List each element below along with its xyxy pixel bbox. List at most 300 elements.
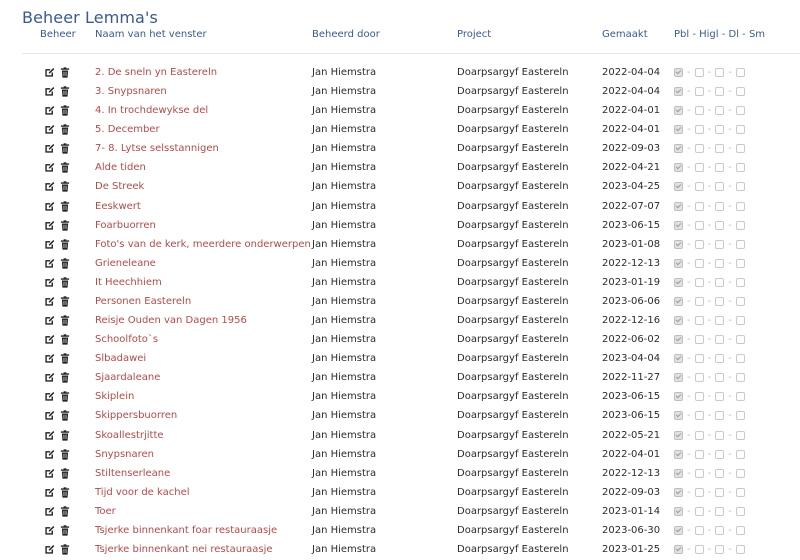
flag-separator: - bbox=[728, 105, 732, 117]
flag-pbl-checkbox[interactable] bbox=[674, 182, 683, 191]
flag-separator: - bbox=[707, 315, 712, 327]
lemma-name-link[interactable]: Sjaardaleane bbox=[95, 372, 161, 384]
flag-higl-checkbox[interactable] bbox=[695, 526, 704, 535]
flag-separator: - bbox=[728, 67, 732, 78]
trash-icon[interactable] bbox=[60, 277, 70, 291]
flag-dl-checkbox[interactable] bbox=[715, 221, 724, 230]
flag-sm-checkbox[interactable] bbox=[736, 182, 745, 191]
managed-by: Jan Hiemstra bbox=[312, 257, 377, 269]
flag-checkboxes bbox=[674, 67, 745, 78]
flag-dl-checkbox[interactable] bbox=[715, 354, 724, 363]
flag-checkboxes bbox=[674, 544, 745, 555]
project-name: Doarpsargyf Eastereln bbox=[457, 372, 569, 384]
flag-pbl-checkbox[interactable] bbox=[674, 278, 683, 287]
flag-higl-checkbox[interactable] bbox=[695, 125, 704, 134]
edit-icon[interactable] bbox=[44, 277, 55, 291]
flag-pbl-checkbox[interactable] bbox=[674, 392, 683, 401]
flag-pbl-checkbox[interactable] bbox=[674, 144, 683, 153]
flag-dl-checkbox[interactable] bbox=[715, 106, 724, 115]
trash-icon[interactable] bbox=[60, 449, 70, 463]
flag-higl-checkbox[interactable] bbox=[695, 488, 704, 497]
row-actions bbox=[44, 544, 70, 558]
flag-pbl-checkbox[interactable] bbox=[674, 373, 683, 382]
flag-sm-checkbox[interactable] bbox=[736, 125, 745, 134]
project-name: Doarpsargyf Eastereln bbox=[457, 486, 569, 498]
project-name: Doarpsargyf Eastereln bbox=[457, 162, 569, 174]
table-row bbox=[0, 541, 800, 560]
flag-checkboxes bbox=[674, 525, 745, 536]
trash-icon[interactable] bbox=[60, 86, 70, 100]
flag-dl-checkbox[interactable] bbox=[715, 87, 724, 96]
flag-separator: - bbox=[728, 181, 732, 193]
flag-checkboxes bbox=[674, 391, 745, 402]
lemma-name-link[interactable]: Snypsnaren bbox=[95, 448, 155, 460]
flag-higl-checkbox[interactable] bbox=[695, 202, 704, 211]
flag-separator: - bbox=[728, 524, 732, 536]
flag-separator: - bbox=[707, 238, 712, 250]
flag-sm-checkbox[interactable] bbox=[736, 469, 745, 478]
edit-icon[interactable] bbox=[44, 391, 55, 405]
flag-dl-checkbox[interactable] bbox=[715, 488, 724, 497]
created-date: 2022-11-27 bbox=[602, 372, 661, 384]
flag-separator: - bbox=[707, 467, 712, 479]
created-date: 2023-06-30 bbox=[602, 524, 661, 536]
flag-higl-checkbox[interactable] bbox=[695, 278, 704, 287]
trash-icon[interactable] bbox=[60, 544, 70, 558]
edit-icon[interactable] bbox=[44, 315, 55, 329]
flag-dl-checkbox[interactable] bbox=[715, 469, 724, 478]
flag-separator: - bbox=[707, 276, 712, 288]
edit-icon[interactable] bbox=[44, 449, 55, 463]
project-name: Doarpsargyf Eastereln bbox=[457, 238, 569, 250]
managed-by: Jan Hiemstra bbox=[312, 219, 377, 231]
flag-dl-checkbox[interactable] bbox=[715, 259, 724, 268]
flag-checkboxes bbox=[674, 315, 745, 326]
col-header-project[interactable]: Project bbox=[457, 29, 492, 40]
flag-separator: - bbox=[728, 372, 732, 384]
flag-sm-checkbox[interactable] bbox=[736, 87, 745, 96]
flag-separator: - bbox=[728, 544, 732, 555]
flag-higl-checkbox[interactable] bbox=[695, 240, 704, 249]
flag-higl-checkbox[interactable] bbox=[695, 221, 704, 230]
flag-sm-checkbox[interactable] bbox=[736, 431, 745, 440]
trash-icon[interactable] bbox=[60, 487, 70, 501]
lemma-name-link[interactable]: 4. In trochdewykse del bbox=[95, 105, 209, 117]
flag-separator: - bbox=[687, 200, 691, 212]
flag-dl-checkbox[interactable] bbox=[715, 507, 724, 516]
lemma-name-link[interactable]: 7- 8. Lytse selsstannigen bbox=[95, 143, 219, 155]
col-header-naam[interactable]: Naam van het venster bbox=[95, 29, 207, 40]
flag-higl-checkbox[interactable] bbox=[695, 392, 704, 401]
project-name: Doarpsargyf Eastereln bbox=[457, 524, 569, 536]
flag-higl-checkbox[interactable] bbox=[695, 354, 704, 363]
table-row bbox=[0, 484, 800, 503]
lemma-name-link[interactable]: Toer bbox=[95, 505, 116, 517]
managed-by: Jan Hiemstra bbox=[312, 315, 377, 327]
flag-sm-checkbox[interactable] bbox=[736, 202, 745, 211]
flag-pbl-checkbox[interactable] bbox=[674, 106, 683, 115]
flag-dl-checkbox[interactable] bbox=[715, 202, 724, 211]
flag-separator: - bbox=[707, 448, 712, 460]
managed-by: Jan Hiemstra bbox=[312, 238, 377, 250]
flag-dl-checkbox[interactable] bbox=[715, 373, 724, 382]
row-actions bbox=[44, 239, 70, 253]
trash-icon[interactable] bbox=[60, 410, 70, 424]
flag-separator: - bbox=[707, 429, 712, 441]
trash-icon[interactable] bbox=[60, 430, 70, 444]
created-date: 2023-01-19 bbox=[602, 276, 661, 288]
flag-checkboxes bbox=[674, 277, 745, 288]
edit-icon[interactable] bbox=[44, 410, 55, 424]
lemma-name-link[interactable]: Schoolfoto`s bbox=[95, 334, 159, 346]
created-date: 2022-05-21 bbox=[602, 429, 661, 441]
lemma-name-link[interactable]: Tijd voor de kachel bbox=[95, 486, 190, 498]
flag-sm-checkbox[interactable] bbox=[736, 106, 745, 115]
flag-higl-checkbox[interactable] bbox=[695, 297, 704, 306]
edit-icon[interactable] bbox=[44, 334, 55, 348]
flag-sm-checkbox[interactable] bbox=[736, 335, 745, 344]
flag-pbl-checkbox[interactable] bbox=[674, 87, 683, 96]
flag-dl-checkbox[interactable] bbox=[715, 68, 724, 77]
flag-separator: - bbox=[707, 544, 712, 555]
trash-icon[interactable] bbox=[60, 296, 70, 310]
flag-sm-checkbox[interactable] bbox=[736, 526, 745, 535]
created-date: 2023-06-06 bbox=[602, 295, 661, 307]
flag-higl-checkbox[interactable] bbox=[695, 469, 704, 478]
project-name: Doarpsargyf Eastereln bbox=[457, 505, 569, 517]
flag-higl-checkbox[interactable] bbox=[695, 259, 704, 268]
flag-separator: - bbox=[728, 486, 732, 498]
flag-higl-checkbox[interactable] bbox=[695, 68, 704, 77]
lemma-name-link[interactable]: Stiltenserleane bbox=[95, 467, 171, 479]
trash-icon[interactable] bbox=[60, 201, 70, 215]
flag-separator: - bbox=[707, 181, 712, 193]
row-actions bbox=[44, 143, 70, 157]
flag-higl-checkbox[interactable] bbox=[695, 507, 704, 516]
flag-separator: - bbox=[687, 429, 691, 441]
edit-icon[interactable] bbox=[44, 201, 55, 215]
flag-separator: - bbox=[728, 295, 732, 307]
flag-pbl-checkbox[interactable] bbox=[674, 507, 683, 516]
flag-separator: - bbox=[707, 162, 712, 174]
flag-dl-checkbox[interactable] bbox=[715, 335, 724, 344]
edit-icon[interactable] bbox=[44, 181, 55, 195]
flag-higl-checkbox[interactable] bbox=[695, 106, 704, 115]
flag-separator: - bbox=[687, 276, 691, 288]
trash-icon[interactable] bbox=[60, 105, 70, 119]
edit-icon[interactable] bbox=[44, 143, 55, 157]
flag-sm-checkbox[interactable] bbox=[736, 278, 745, 287]
flag-separator: - bbox=[687, 219, 691, 231]
edit-icon[interactable] bbox=[44, 105, 55, 119]
flag-dl-checkbox[interactable] bbox=[715, 526, 724, 535]
flag-separator: - bbox=[707, 200, 712, 212]
project-name: Doarpsargyf Eastereln bbox=[457, 67, 569, 78]
project-name: Doarpsargyf Eastereln bbox=[457, 391, 569, 403]
flag-separator: - bbox=[728, 86, 732, 98]
project-name: Doarpsargyf Eastereln bbox=[457, 353, 569, 365]
table-row bbox=[0, 465, 800, 484]
flag-sm-checkbox[interactable] bbox=[736, 450, 745, 459]
flag-sm-checkbox[interactable] bbox=[736, 163, 745, 172]
flag-separator: - bbox=[728, 429, 732, 441]
row-actions bbox=[44, 86, 70, 100]
flag-checkboxes bbox=[674, 105, 745, 116]
flag-pbl-checkbox[interactable] bbox=[674, 125, 683, 134]
flag-checkboxes bbox=[674, 468, 745, 479]
flag-pbl-checkbox[interactable] bbox=[674, 259, 683, 268]
lemma-name-link[interactable]: Foarbuorren bbox=[95, 219, 156, 231]
flag-checkboxes bbox=[674, 239, 745, 250]
edit-icon[interactable] bbox=[44, 124, 55, 138]
managed-by: Jan Hiemstra bbox=[312, 86, 377, 98]
flag-dl-checkbox[interactable] bbox=[715, 316, 724, 325]
flag-pbl-checkbox[interactable] bbox=[674, 411, 683, 420]
row-actions bbox=[44, 334, 70, 348]
flag-sm-checkbox[interactable] bbox=[736, 240, 745, 249]
edit-icon[interactable] bbox=[44, 296, 55, 310]
flag-pbl-checkbox[interactable] bbox=[674, 450, 683, 459]
flag-separator: - bbox=[707, 524, 712, 536]
flag-checkboxes bbox=[674, 220, 745, 231]
flag-higl-checkbox[interactable] bbox=[695, 411, 704, 420]
lemma-name-link[interactable]: Foto's van de kerk, meerdere onderwerpen bbox=[95, 238, 311, 250]
header-divider bbox=[22, 53, 800, 54]
managed-by: Jan Hiemstra bbox=[312, 143, 377, 155]
flag-checkboxes bbox=[674, 410, 745, 421]
trash-icon[interactable] bbox=[60, 220, 70, 234]
trash-icon[interactable] bbox=[60, 468, 70, 482]
flag-sm-checkbox[interactable] bbox=[736, 373, 745, 382]
flag-higl-checkbox[interactable] bbox=[695, 144, 704, 153]
flag-pbl-checkbox[interactable] bbox=[674, 68, 683, 77]
flag-higl-checkbox[interactable] bbox=[695, 182, 704, 191]
trash-icon[interactable] bbox=[60, 353, 70, 367]
flag-checkboxes bbox=[674, 86, 745, 97]
flag-separator: - bbox=[687, 486, 691, 498]
flag-dl-checkbox[interactable] bbox=[715, 144, 724, 153]
flag-sm-checkbox[interactable] bbox=[736, 507, 745, 516]
managed-by: Jan Hiemstra bbox=[312, 410, 377, 422]
managed-by: Jan Hiemstra bbox=[312, 524, 377, 536]
flag-separator: - bbox=[687, 295, 691, 307]
col-header-beheerd-door[interactable]: Beheerd door bbox=[312, 29, 380, 40]
created-date: 2022-07-07 bbox=[602, 200, 661, 212]
edit-icon[interactable] bbox=[44, 487, 55, 501]
flag-dl-checkbox[interactable] bbox=[715, 240, 724, 249]
flag-sm-checkbox[interactable] bbox=[736, 144, 745, 153]
trash-icon[interactable] bbox=[60, 391, 70, 405]
flag-dl-checkbox[interactable] bbox=[715, 431, 724, 440]
lemma-name-link[interactable]: It Heechhiem bbox=[95, 276, 162, 288]
trash-icon[interactable] bbox=[60, 67, 70, 81]
flag-dl-checkbox[interactable] bbox=[715, 297, 724, 306]
managed-by: Jan Hiemstra bbox=[312, 105, 377, 117]
table-row bbox=[0, 178, 800, 197]
flag-dl-checkbox[interactable] bbox=[715, 411, 724, 420]
edit-icon[interactable] bbox=[44, 372, 55, 386]
trash-icon[interactable] bbox=[60, 506, 70, 520]
flag-pbl-checkbox[interactable] bbox=[674, 354, 683, 363]
trash-icon[interactable] bbox=[60, 525, 70, 539]
flag-higl-checkbox[interactable] bbox=[695, 335, 704, 344]
edit-icon[interactable] bbox=[44, 239, 55, 253]
flag-pbl-checkbox[interactable] bbox=[674, 221, 683, 230]
flag-separator: - bbox=[687, 467, 691, 479]
edit-icon[interactable] bbox=[44, 86, 55, 100]
trash-icon[interactable] bbox=[60, 124, 70, 138]
trash-icon[interactable] bbox=[60, 334, 70, 348]
flag-dl-checkbox[interactable] bbox=[715, 125, 724, 134]
row-actions bbox=[44, 468, 70, 482]
managed-by: Jan Hiemstra bbox=[312, 505, 377, 517]
flag-sm-checkbox[interactable] bbox=[736, 221, 745, 230]
flag-dl-checkbox[interactable] bbox=[715, 182, 724, 191]
edit-icon[interactable] bbox=[44, 430, 55, 444]
lemma-name-link[interactable]: Alde tiden bbox=[95, 162, 146, 174]
lemma-name-link[interactable]: Skoallestrjitte bbox=[95, 429, 164, 441]
edit-icon[interactable] bbox=[44, 258, 55, 272]
col-header-gemaakt[interactable]: Gemaakt bbox=[602, 29, 648, 40]
row-actions bbox=[44, 525, 70, 539]
flag-sm-checkbox[interactable] bbox=[736, 354, 745, 363]
flag-pbl-checkbox[interactable] bbox=[674, 163, 683, 172]
lemma-name-link[interactable]: Reisje Ouden van Dagen 1956 bbox=[95, 315, 247, 327]
project-name: Doarpsargyf Eastereln bbox=[457, 143, 569, 155]
edit-icon[interactable] bbox=[44, 67, 55, 81]
table-row bbox=[0, 427, 800, 446]
row-actions bbox=[44, 430, 70, 444]
lemma-name-link[interactable]: Grieneleane bbox=[95, 257, 156, 269]
lemma-name-link[interactable]: De Streek bbox=[95, 181, 145, 193]
flag-separator: - bbox=[687, 181, 691, 193]
lemma-name-link[interactable]: Eeskwert bbox=[95, 200, 141, 212]
flag-separator: - bbox=[687, 124, 691, 136]
flag-sm-checkbox[interactable] bbox=[736, 259, 745, 268]
managed-by: Jan Hiemstra bbox=[312, 124, 377, 136]
flag-sm-checkbox[interactable] bbox=[736, 316, 745, 325]
project-name: Doarpsargyf Eastereln bbox=[457, 315, 569, 327]
trash-icon[interactable] bbox=[60, 143, 70, 157]
trash-icon[interactable] bbox=[60, 239, 70, 253]
row-actions bbox=[44, 201, 70, 215]
lemma-name-link[interactable]: Skiplein bbox=[95, 391, 135, 403]
table-row bbox=[0, 388, 800, 407]
flag-pbl-checkbox[interactable] bbox=[674, 488, 683, 497]
project-name: Doarpsargyf Eastereln bbox=[457, 219, 569, 231]
edit-icon[interactable] bbox=[44, 544, 55, 558]
flag-higl-checkbox[interactable] bbox=[695, 431, 704, 440]
flag-pbl-checkbox[interactable] bbox=[674, 316, 683, 325]
created-date: 2023-06-15 bbox=[602, 410, 661, 422]
created-date: 2023-01-25 bbox=[602, 544, 661, 555]
trash-icon[interactable] bbox=[60, 372, 70, 386]
created-date: 2023-04-25 bbox=[602, 181, 661, 193]
managed-by: Jan Hiemstra bbox=[312, 181, 377, 193]
flag-sm-checkbox[interactable] bbox=[736, 488, 745, 497]
flag-separator: - bbox=[687, 105, 691, 117]
flag-dl-checkbox[interactable] bbox=[715, 163, 724, 172]
table-row bbox=[0, 217, 800, 236]
flag-pbl-checkbox[interactable] bbox=[674, 202, 683, 211]
lemma-name-link[interactable]: Slbadawei bbox=[95, 353, 147, 365]
flag-separator: - bbox=[707, 86, 712, 98]
created-date: 2022-04-21 bbox=[602, 162, 661, 174]
edit-icon[interactable] bbox=[44, 220, 55, 234]
lemma-name-link[interactable]: 2. De sneln yn Eastereln bbox=[95, 67, 218, 78]
flag-separator: - bbox=[728, 200, 732, 212]
project-name: Doarpsargyf Eastereln bbox=[457, 295, 569, 307]
created-date: 2022-12-13 bbox=[602, 257, 661, 269]
row-actions bbox=[44, 372, 70, 386]
flag-separator: - bbox=[728, 238, 732, 250]
lemma-name-link[interactable]: Personen Eastereln bbox=[95, 295, 192, 307]
flag-higl-checkbox[interactable] bbox=[695, 87, 704, 96]
edit-icon[interactable] bbox=[44, 525, 55, 539]
flag-sm-checkbox[interactable] bbox=[736, 68, 745, 77]
flag-separator: - bbox=[707, 295, 712, 307]
flag-checkboxes bbox=[674, 372, 745, 383]
trash-icon[interactable] bbox=[60, 162, 70, 176]
flag-pbl-checkbox[interactable] bbox=[674, 240, 683, 249]
lemma-name-link[interactable]: Tsjerke binnenkant foar restauraasje bbox=[95, 524, 278, 536]
flag-separator: - bbox=[728, 276, 732, 288]
row-actions bbox=[44, 391, 70, 405]
table-row bbox=[0, 350, 800, 369]
flag-sm-checkbox[interactable] bbox=[736, 392, 745, 401]
flag-separator: - bbox=[687, 353, 691, 365]
trash-icon[interactable] bbox=[60, 315, 70, 329]
trash-icon[interactable] bbox=[60, 181, 70, 195]
flag-higl-checkbox[interactable] bbox=[695, 373, 704, 382]
flag-separator: - bbox=[707, 67, 712, 78]
lemma-name-link[interactable]: Skippersbuorren bbox=[95, 410, 178, 422]
edit-icon[interactable] bbox=[44, 162, 55, 176]
flag-checkboxes bbox=[674, 506, 745, 517]
managed-by: Jan Hiemstra bbox=[312, 391, 377, 403]
flag-pbl-checkbox[interactable] bbox=[674, 431, 683, 440]
created-date: 2022-04-04 bbox=[602, 67, 661, 78]
project-name: Doarpsargyf Eastereln bbox=[457, 410, 569, 422]
table-row bbox=[0, 522, 800, 541]
flag-dl-checkbox[interactable] bbox=[715, 278, 724, 287]
flag-separator: - bbox=[687, 372, 691, 384]
flag-pbl-checkbox[interactable] bbox=[674, 335, 683, 344]
edit-icon[interactable] bbox=[44, 468, 55, 482]
flag-higl-checkbox[interactable] bbox=[695, 163, 704, 172]
edit-icon[interactable] bbox=[44, 506, 55, 520]
row-actions bbox=[44, 105, 70, 119]
flag-sm-checkbox[interactable] bbox=[736, 411, 745, 420]
edit-icon[interactable] bbox=[44, 353, 55, 367]
flag-higl-checkbox[interactable] bbox=[695, 450, 704, 459]
managed-by: Jan Hiemstra bbox=[312, 353, 377, 365]
flag-pbl-checkbox[interactable] bbox=[674, 297, 683, 306]
flag-separator: - bbox=[728, 448, 732, 460]
flag-dl-checkbox[interactable] bbox=[715, 392, 724, 401]
flag-higl-checkbox[interactable] bbox=[695, 316, 704, 325]
lemma-name-link[interactable]: 5. December bbox=[95, 124, 160, 136]
lemma-name-link[interactable]: Tsjerke binnenkant nei restauraasje bbox=[95, 544, 273, 555]
flag-separator: - bbox=[687, 162, 691, 174]
flag-dl-checkbox[interactable] bbox=[715, 450, 724, 459]
flag-pbl-checkbox[interactable] bbox=[674, 469, 683, 478]
project-name: Doarpsargyf Eastereln bbox=[457, 334, 569, 346]
trash-icon[interactable] bbox=[60, 258, 70, 272]
flag-pbl-checkbox[interactable] bbox=[674, 526, 683, 535]
flag-sm-checkbox[interactable] bbox=[736, 297, 745, 306]
lemma-name-link[interactable]: 3. Snypsnaren bbox=[95, 86, 167, 98]
